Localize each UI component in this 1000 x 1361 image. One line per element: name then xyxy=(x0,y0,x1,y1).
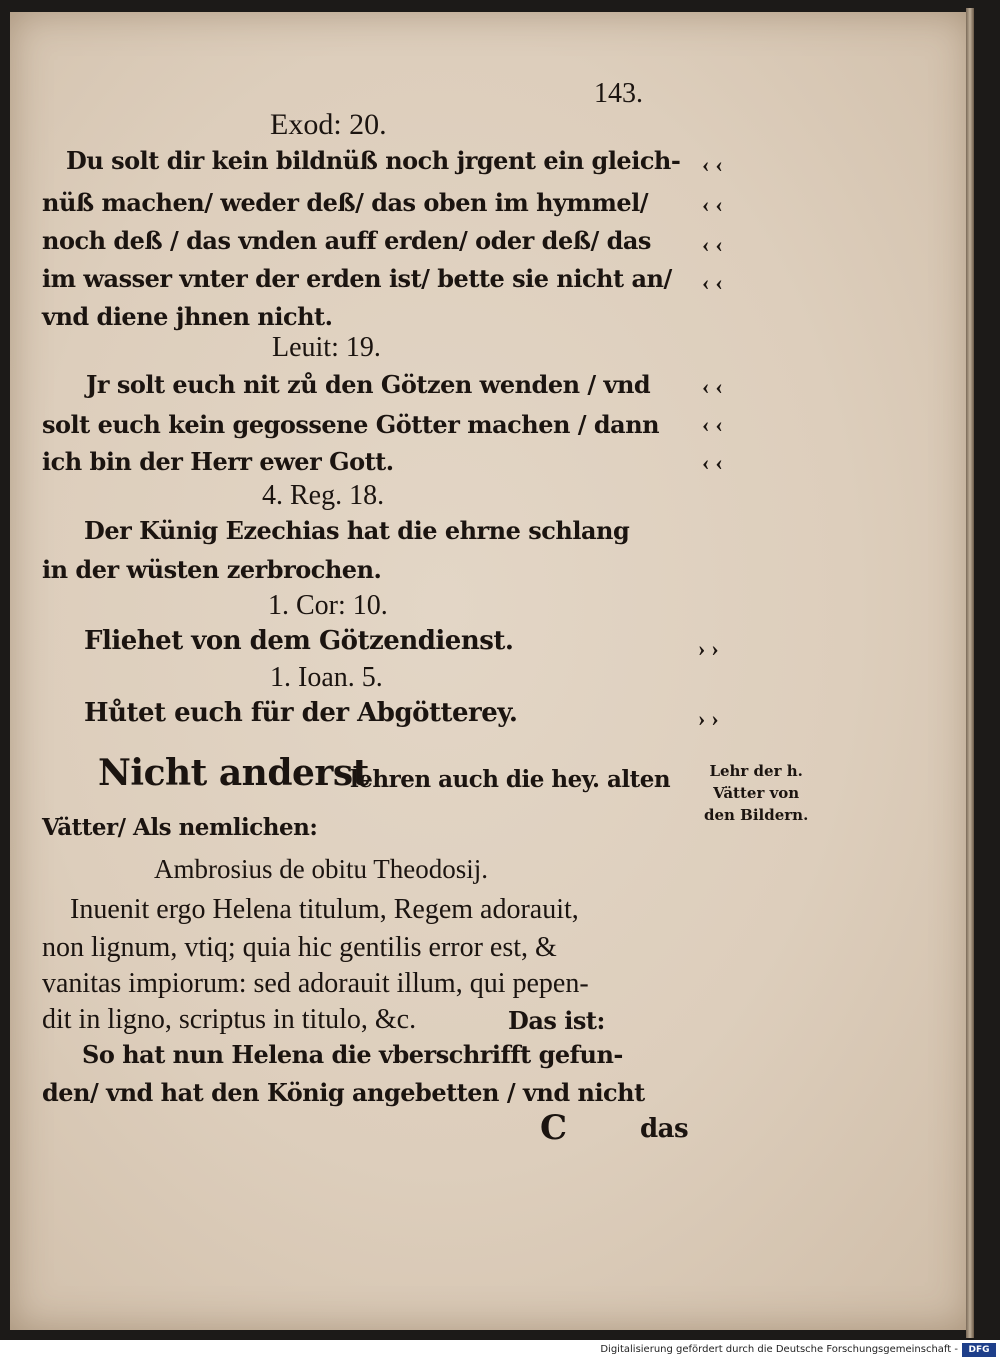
initial-words: Nicht anderst xyxy=(98,752,369,794)
reference-exod: Exod: 20. xyxy=(270,108,387,141)
text-line: Jr solt euch nit zů den Götzen wenden / vnd xyxy=(86,370,651,399)
text-line: Der Künig Ezechias hat die ehrne schlang xyxy=(84,516,630,545)
page-number: 143. xyxy=(594,78,643,109)
reference-cor: 1. Cor: 10. xyxy=(268,590,388,621)
quote-mark: ›› xyxy=(698,706,725,731)
text-line: nüß machen/ weder deß/ das oben im hymmel/ xyxy=(42,188,648,217)
reference-leuit: Leuit: 19. xyxy=(272,332,381,363)
text-line: Fliehet von dem Götzendienst. xyxy=(84,626,514,656)
margin-note-line: den Bildern. xyxy=(704,806,809,824)
text-line: Du solt dir kein bildnüß noch jrgent ein gleich- xyxy=(66,146,681,175)
text-line: lehren auch die hey. alten xyxy=(350,766,671,793)
text-line: So hat nun Helena die vberschrifft gefun- xyxy=(82,1040,623,1069)
quote-mark: ‹‹ xyxy=(702,232,729,257)
margin-note xyxy=(704,760,808,826)
quote-mark: ‹‹ xyxy=(702,450,729,475)
footer-bar xyxy=(0,1340,1000,1361)
signature-mark: C xyxy=(540,1108,567,1148)
latin-line: non lignum, vtiq; quia hic gentilis error est, & xyxy=(42,932,557,963)
quote-mark: ›› xyxy=(698,636,725,661)
text-line: ich bin der Herr ewer Gott. xyxy=(42,447,394,476)
text-line: solt euch kein gegossene Götter machen / dann xyxy=(42,410,660,439)
margin-note-line: Lehr der h. xyxy=(709,762,803,780)
text-line: im wasser vnter der erden ist/ bette sie nicht an/ xyxy=(42,264,672,293)
quote-mark: ‹‹ xyxy=(702,270,729,295)
funding-credit: Digitalisierung gefördert durch die Deutsche Forschungsgemeinschaft - xyxy=(600,1344,958,1355)
latin-line: vanitas impiorum: sed adorauit illum, qui pepen- xyxy=(42,968,589,999)
reference-reg: 4. Reg. 18. xyxy=(262,480,385,511)
text-line: vnd diene jhnen nicht. xyxy=(42,302,333,331)
text-line: Das ist: xyxy=(508,1006,605,1035)
latin-line: dit in ligno, scriptus in titulo, &c. xyxy=(42,1004,417,1035)
dfg-logo: DFG xyxy=(962,1343,996,1357)
quote-mark: ‹‹ xyxy=(702,192,729,217)
reference-ambrosius: Ambrosius de obitu Theodosij. xyxy=(154,854,488,884)
quote-mark: ‹‹ xyxy=(702,152,729,177)
text-line: in der wüsten zerbrochen. xyxy=(42,555,382,584)
text-line: Vätter/ Als nemlichen: xyxy=(42,814,318,841)
page-edge xyxy=(966,8,974,1338)
text-line: noch deß / das vnden auff erden/ oder deß/ das xyxy=(42,226,651,255)
quote-mark: ‹‹ xyxy=(702,374,729,399)
text-line: Hůtet euch für der Abgötterey. xyxy=(84,698,518,728)
quote-mark: ‹‹ xyxy=(702,412,729,437)
catchword: das xyxy=(640,1114,689,1144)
reference-ioan: 1. Ioan. 5. xyxy=(270,662,383,693)
latin-line: Inuenit ergo Helena titulum, Regem adorauit, xyxy=(70,894,579,925)
text-line: den/ vnd hat den König angebetten / vnd nicht xyxy=(42,1078,645,1107)
margin-note-line: Vätter von xyxy=(713,784,800,802)
